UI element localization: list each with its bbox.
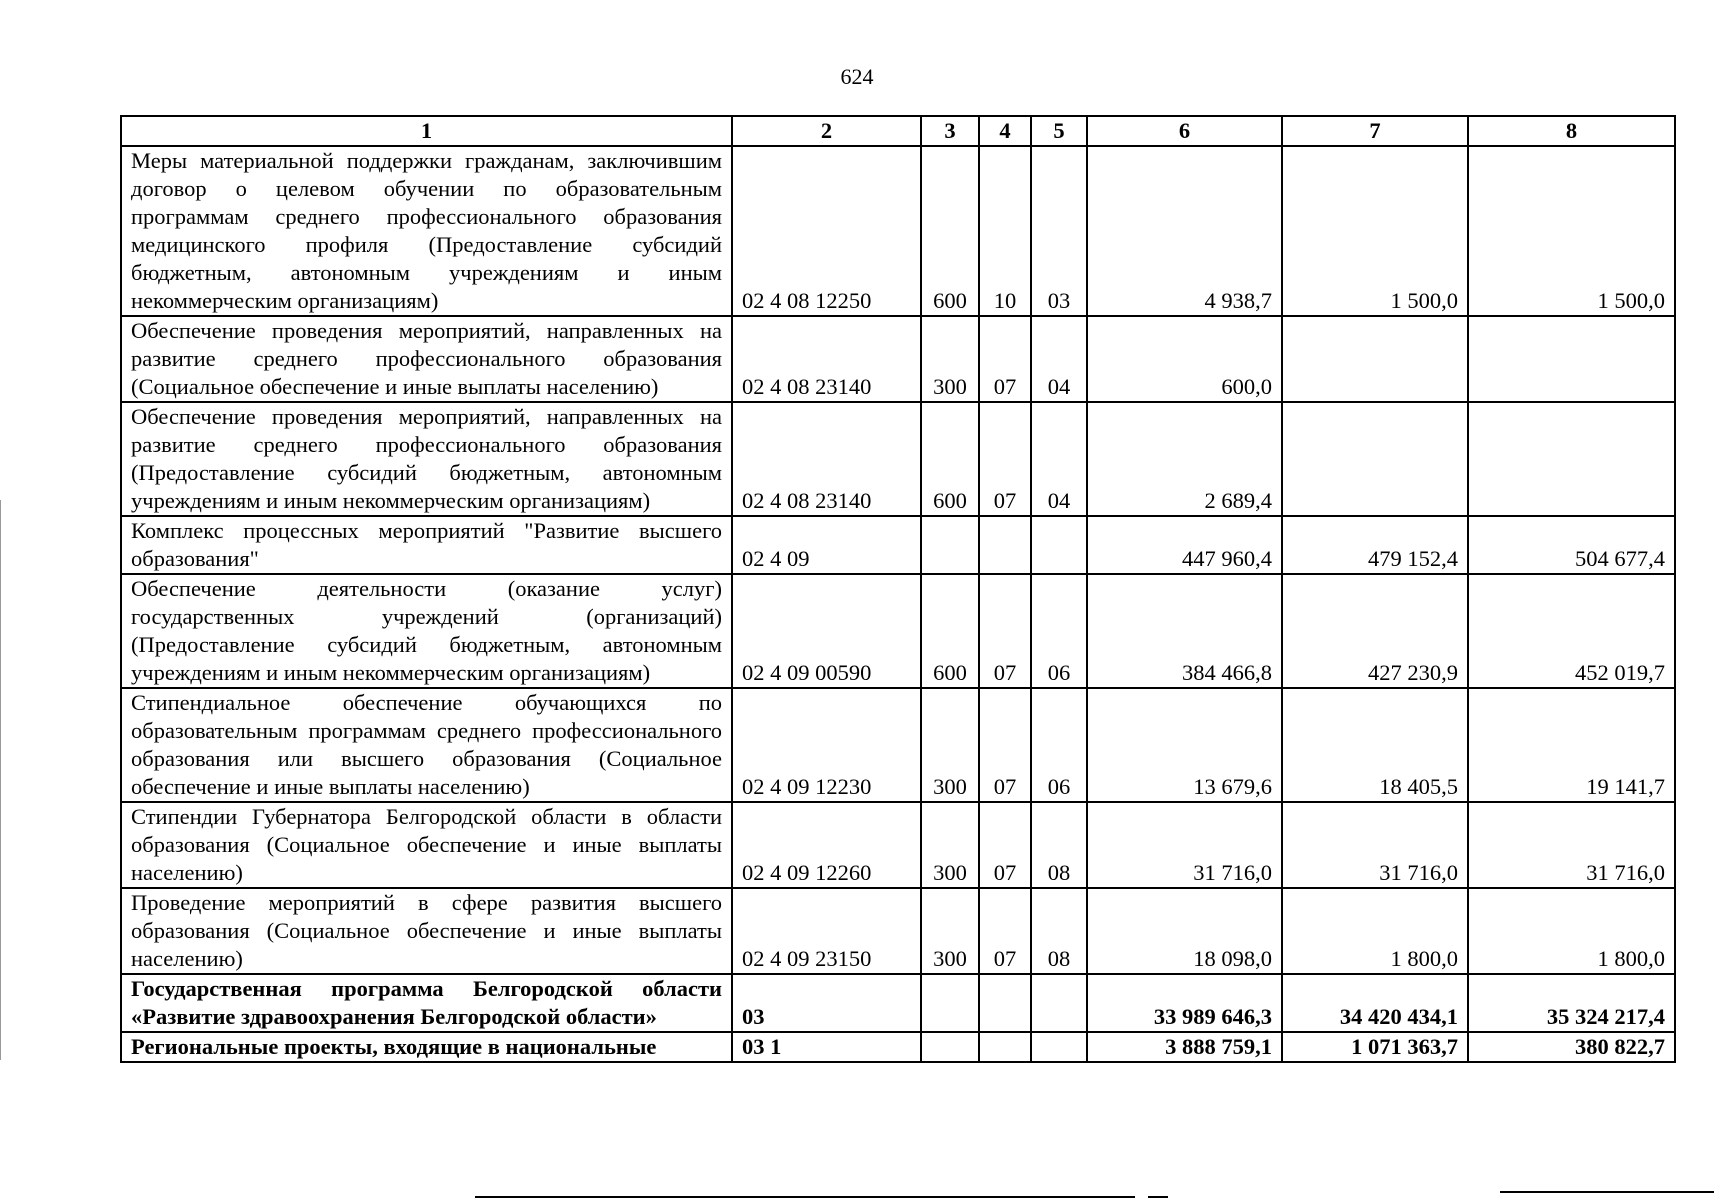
row-col-4: 07 [979, 802, 1031, 888]
row-code: 02 4 09 23150 [732, 888, 921, 974]
table-row [121, 888, 1675, 974]
row-col-4: 07 [979, 574, 1031, 688]
row-code: 02 4 08 12250 [732, 146, 921, 316]
table-row [121, 802, 1675, 888]
table-row [121, 516, 1675, 574]
row-name: Обеспечение деятельности (оказание услуг) государственных учреждений (организаций) (Предоставление субсидий бюджетным, автономным учреждениям и иным некоммерческим организациям) [121, 574, 732, 688]
row-col-5: 06 [1031, 574, 1087, 688]
row-col-3: 600 [921, 402, 979, 516]
row-col-3: 600 [921, 146, 979, 316]
row-col-3: 300 [921, 888, 979, 974]
row-col-3: 300 [921, 688, 979, 802]
row-col-6: 13 679,6 [1087, 688, 1282, 802]
row-code: 03 1 [732, 1032, 921, 1062]
table-header-row [121, 116, 1675, 146]
row-col-7: 1 800,0 [1282, 888, 1468, 974]
row-col-3 [921, 1032, 979, 1062]
row-col-3 [921, 974, 979, 1032]
header-col-3: 3 [921, 116, 979, 146]
row-col-3: 300 [921, 316, 979, 402]
row-col-7: 34 420 434,1 [1282, 974, 1468, 1032]
row-col-8 [1468, 316, 1675, 402]
row-name: Обеспечение проведения мероприятий, направленных на развитие среднего профессионального образования (Предоставление субсидий бюджетным, автономным учреждениям и иным некоммерческим организациям) [121, 402, 732, 516]
row-col-5 [1031, 1032, 1087, 1062]
row-col-4 [979, 974, 1031, 1032]
table-row [121, 574, 1675, 688]
row-col-4 [979, 516, 1031, 574]
table-row [121, 316, 1675, 402]
table-row-regional-projects [121, 1032, 1675, 1062]
scan-artifact-line [1148, 1196, 1168, 1198]
row-col-7: 479 152,4 [1282, 516, 1468, 574]
row-col-7: 31 716,0 [1282, 802, 1468, 888]
row-col-4: 07 [979, 688, 1031, 802]
row-col-3 [921, 516, 979, 574]
row-code: 02 4 08 23140 [732, 402, 921, 516]
row-col-8: 452 019,7 [1468, 574, 1675, 688]
row-col-7: 1 500,0 [1282, 146, 1468, 316]
row-name: Проведение мероприятий в сфере развития высшего образования (Социальное обеспечение и иные выплаты населению) [121, 888, 732, 974]
row-col-4: 07 [979, 402, 1031, 516]
row-col-7: 18 405,5 [1282, 688, 1468, 802]
page-number: 624 [840, 64, 874, 89]
row-col-8: 1 800,0 [1468, 888, 1675, 974]
row-col-8: 35 324 217,4 [1468, 974, 1675, 1032]
row-col-5: 04 [1031, 402, 1087, 516]
row-name: Меры материальной поддержки гражданам, заключившим договор о целевом обучении по образовательным программам среднего профессионального образования медицинского профиля (Предоставление субсидий бюджетным, автономным учреждениям и иным некоммерческим организациям) [121, 146, 732, 316]
row-col-5: 06 [1031, 688, 1087, 802]
row-col-7 [1282, 316, 1468, 402]
row-code: 02 4 08 23140 [732, 316, 921, 402]
table-row [121, 688, 1675, 802]
row-col-5: 04 [1031, 316, 1087, 402]
row-name: Обеспечение проведения мероприятий, направленных на развитие среднего профессионального образования (Социальное обеспечение и иные выплаты населению) [121, 316, 732, 402]
row-name: Региональные проекты, входящие в национальные [121, 1032, 732, 1062]
row-col-3: 300 [921, 802, 979, 888]
row-col-4: 07 [979, 316, 1031, 402]
scan-artifact-line [475, 1196, 1135, 1198]
row-col-5 [1031, 974, 1087, 1032]
table-row [121, 146, 1675, 316]
row-col-8 [1468, 402, 1675, 516]
header-col-8: 8 [1468, 116, 1675, 146]
row-col-6: 4 938,7 [1087, 146, 1282, 316]
row-code: 02 4 09 00590 [732, 574, 921, 688]
row-col-5 [1031, 516, 1087, 574]
row-col-6: 2 689,4 [1087, 402, 1282, 516]
header-col-2: 2 [732, 116, 921, 146]
row-name: Стипендии Губернатора Белгородской области в области образования (Социальное обеспечение и иные выплаты населению) [121, 802, 732, 888]
row-col-4: 10 [979, 146, 1031, 316]
row-code: 02 4 09 12230 [732, 688, 921, 802]
table-row [121, 402, 1675, 516]
row-code: 02 4 09 [732, 516, 921, 574]
scan-artifact-line [1500, 1191, 1714, 1193]
row-col-8: 1 500,0 [1468, 146, 1675, 316]
header-col-5: 5 [1031, 116, 1087, 146]
row-col-8: 380 822,7 [1468, 1032, 1675, 1062]
budget-table [120, 115, 1676, 1063]
row-col-8: 31 716,0 [1468, 802, 1675, 888]
row-col-6: 447 960,4 [1087, 516, 1282, 574]
table-row-program-total [121, 974, 1675, 1032]
row-col-7 [1282, 402, 1468, 516]
row-name: Комплекс процессных мероприятий "Развитие высшего образования" [121, 516, 732, 574]
row-col-7: 427 230,9 [1282, 574, 1468, 688]
row-col-4 [979, 1032, 1031, 1062]
row-col-6: 18 098,0 [1087, 888, 1282, 974]
scan-edge-mark [0, 500, 1, 1060]
row-col-6: 31 716,0 [1087, 802, 1282, 888]
row-col-6: 600,0 [1087, 316, 1282, 402]
row-col-7: 1 071 363,7 [1282, 1032, 1468, 1062]
row-col-3: 600 [921, 574, 979, 688]
row-name: Государственная программа Белгородской области «Развитие здравоохранения Белгородской области» [121, 974, 732, 1032]
row-col-5: 08 [1031, 802, 1087, 888]
row-name: Стипендиальное обеспечение обучающихся по образовательным программам среднего профессионального образования или высшего образования (Социальное обеспечение и иные выплаты населению) [121, 688, 732, 802]
row-col-6: 384 466,8 [1087, 574, 1282, 688]
row-code: 02 4 09 12260 [732, 802, 921, 888]
header-col-4: 4 [979, 116, 1031, 146]
row-col-6: 33 989 646,3 [1087, 974, 1282, 1032]
row-col-8: 19 141,7 [1468, 688, 1675, 802]
row-col-6: 3 888 759,1 [1087, 1032, 1282, 1062]
row-col-5: 03 [1031, 146, 1087, 316]
header-col-7: 7 [1282, 116, 1468, 146]
row-col-8: 504 677,4 [1468, 516, 1675, 574]
header-col-6: 6 [1087, 116, 1282, 146]
row-col-5: 08 [1031, 888, 1087, 974]
row-code: 03 [732, 974, 921, 1032]
header-col-1: 1 [121, 116, 732, 146]
row-col-4: 07 [979, 888, 1031, 974]
